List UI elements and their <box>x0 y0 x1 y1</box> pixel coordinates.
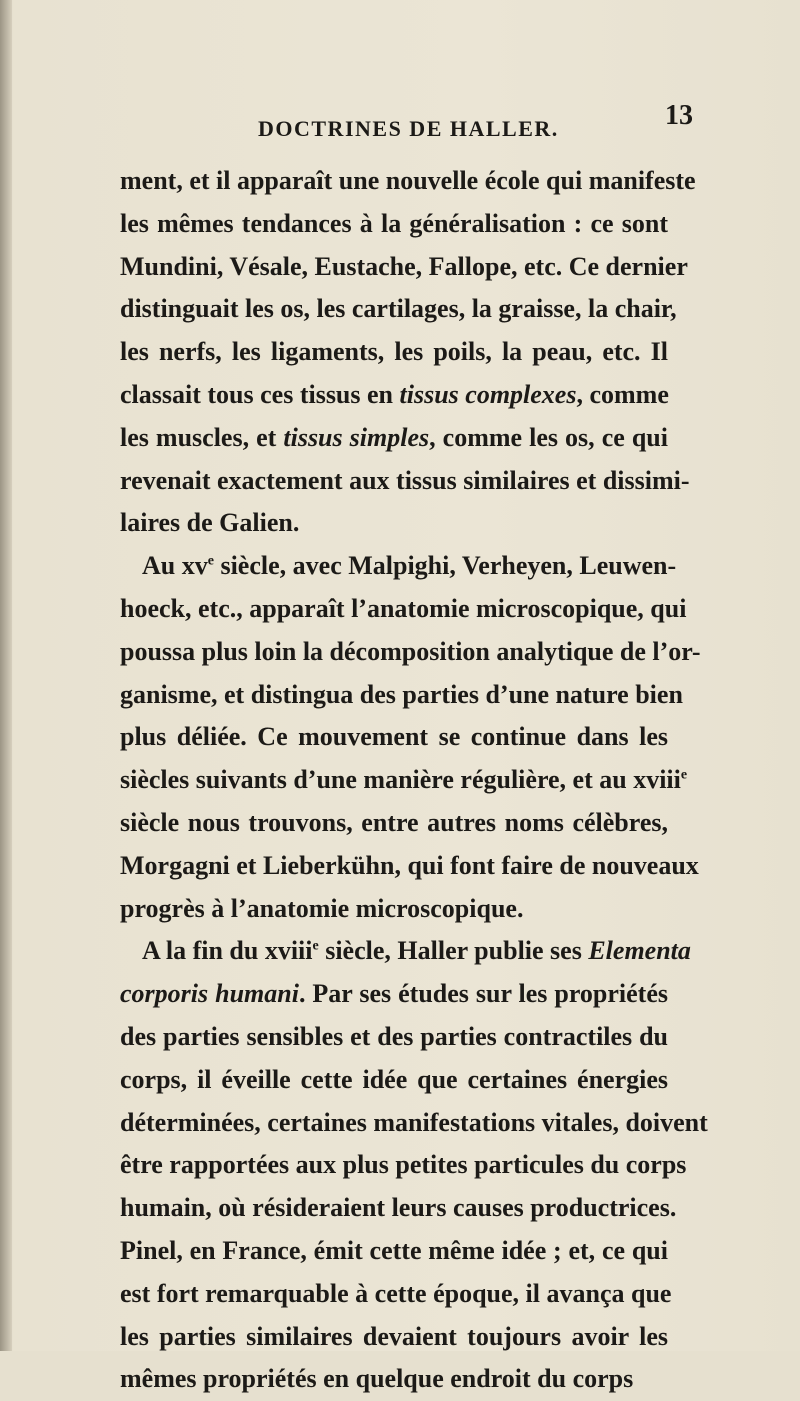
text-line: plus déliée. Ce mouvement se continue dans les <box>120 722 668 752</box>
text-line: Mundini, Vésale, Eustache, Fallope, etc. Ce dernier <box>120 251 688 281</box>
page-gutter-shadow <box>0 0 12 1351</box>
text-line: des parties sensibles et des parties contractiles du <box>120 1021 668 1051</box>
text-line: les mêmes tendances à la généralisation : ce sont <box>120 208 668 238</box>
text-line: les muscles, et tissus simples, comme les os, ce qui <box>120 422 668 452</box>
text-line: classait tous ces tissus en tissus complexes, comme <box>120 379 669 409</box>
text-line: les parties similaires devaient toujours avoir les <box>120 1321 668 1351</box>
text-line: ganisme, et distingua des parties d’une nature bien <box>120 679 683 709</box>
text-line: revenait exactement aux tissus similaires et dissimi- <box>120 465 690 495</box>
text-line: Morgagni et Lieberkühn, qui font faire de nouveaux <box>120 850 699 880</box>
text-line: Pinel, en France, émit cette même idée ; et, ce qui <box>120 1235 668 1265</box>
body-text <box>120 160 708 1401</box>
text-line: hoeck, etc., apparaît l’anatomie microscopique, qui <box>120 593 687 623</box>
text-line: mêmes propriétés en quelque endroit du corps <box>120 1364 634 1394</box>
text-line: ment, et il apparaît une nouvelle école qui manifeste <box>120 166 696 195</box>
text-line: laires de Galien. <box>120 508 300 538</box>
text-line: A la fin du xviii$^e$ siècle, Haller publie ses Elementa <box>142 936 691 966</box>
text-line: est fort remarquable à cette époque, il avança que <box>120 1278 672 1308</box>
text-line: être rapportées aux plus petites particules du corps <box>120 1150 687 1180</box>
text-line: poussa plus loin la décomposition analytique de l’or- <box>120 636 701 666</box>
text-line: siècles suivants d’une manière régulière, et au xviii$^e$ <box>120 765 688 795</box>
running-head: DOCTRINES DE HALLER. <box>258 116 559 141</box>
text-line: corporis humani. Par ses études sur les propriétés <box>120 979 668 1009</box>
page-number: 13 <box>665 100 693 131</box>
text-line: corps, il éveille cette idée que certaines énergies <box>120 1064 668 1094</box>
text-line: progrès à l’anatomie microscopique. <box>120 893 524 923</box>
text-line: les nerfs, les ligaments, les poils, la peau, etc. Il <box>120 337 668 367</box>
text-line: siècle nous trouvons, entre autres noms célèbres, <box>120 807 668 837</box>
text-line: Au $xv^e$ siècle, avec Malpighi, Verheyen, Leuwen- <box>142 551 677 581</box>
text-line: déterminées, certaines manifestations vitales, doivent <box>120 1107 708 1137</box>
text-line: distinguait les os, les cartilages, la graisse, la chair, <box>120 294 677 324</box>
text-line: humain, où résideraient leurs causes productrices. <box>120 1193 677 1223</box>
